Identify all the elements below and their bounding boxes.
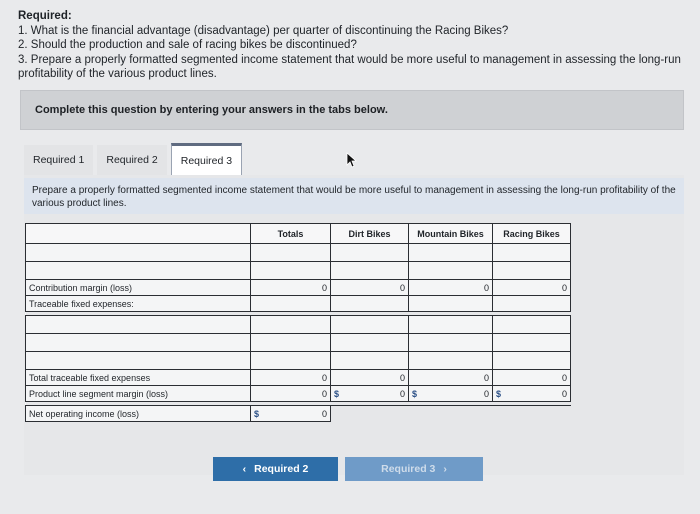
row-label-input[interactable] [26,352,251,370]
header-label [26,224,251,244]
tab-required-2[interactable]: Required 2 [97,145,166,175]
dollar-sign: $ [412,388,418,399]
table-row [26,244,571,262]
total-traceable-racing: 0 [493,370,571,386]
dollar-sign: $ [254,408,260,419]
net-operating-totals: $ 0 [251,406,331,422]
table-row [26,352,571,370]
header-mountain-bikes: Mountain Bikes [409,224,493,244]
cell-input[interactable] [493,316,571,334]
cell-input[interactable] [331,334,409,352]
cell-input[interactable] [409,352,493,370]
prev-required-button[interactable] [213,457,338,481]
cell-input[interactable] [251,334,331,352]
mouse-cursor-icon [346,152,358,168]
cell-input[interactable] [251,262,331,280]
cell-input[interactable] [251,244,331,262]
segment-margin-dirt: $ 0 [331,386,409,402]
header-dirt-bikes: Dirt Bikes [331,224,409,244]
next-button-label: Required 3 [381,463,436,475]
cell-input[interactable] [331,262,409,280]
dollar-sign: $ [496,388,502,399]
cell-input[interactable] [409,262,493,280]
header-racing-bikes: Racing Bikes [493,224,571,244]
contribution-margin-racing: 0 [493,280,571,296]
total-traceable-dirt: 0 [331,370,409,386]
table-row [26,334,571,352]
traceable-fixed-row [26,296,571,312]
cell-input[interactable] [493,352,571,370]
total-traceable-row [26,370,571,386]
question-banner [20,90,684,130]
segment-margin-totals: 0 [251,386,331,402]
required-item-1: 1. What is the financial advantage (disadvantage) per quarter of discontinuing the Racing Bikes? [18,24,509,37]
tab-required-1[interactable]: Required 1 [24,145,93,175]
table-header-row [26,224,571,244]
segment-margin-racing: $ 0 [493,386,571,402]
traceable-fixed-label: Traceable fixed expenses: [26,296,251,312]
prev-button-label: Required 2 [254,463,309,475]
segment-margin-label: Product line segment margin (loss) [26,386,251,402]
contribution-margin-row [26,280,571,296]
total-traceable-label: Total traceable fixed expenses [26,370,251,386]
dollar-sign: $ [334,388,340,399]
chevron-left-icon: ‹ [242,463,247,475]
table-row [26,262,571,280]
total-traceable-totals: 0 [251,370,331,386]
row-label-input[interactable] [26,262,251,280]
segment-margin-mountain: $ 0 [409,386,493,402]
income-statement-grid [25,223,570,422]
cell-input[interactable] [493,334,571,352]
header-totals: Totals [251,224,331,244]
tab-bar [24,145,242,175]
cell-input[interactable] [251,352,331,370]
row-label-input[interactable] [26,316,251,334]
contribution-margin-totals: 0 [251,280,331,296]
tab-required-3[interactable]: Required 3 [171,143,242,175]
cell-input[interactable] [409,244,493,262]
contribution-margin-label: Contribution margin (loss) [26,280,251,296]
instruction-text: Prepare a properly formatted segmented income statement that would be more useful to management in assessing the long-run profitability of the various product lines. [24,178,684,214]
chevron-right-icon: › [443,463,447,475]
cell-input[interactable] [251,316,331,334]
cell-input[interactable] [409,334,493,352]
total-traceable-mountain: 0 [409,370,493,386]
cell-input[interactable] [331,316,409,334]
segment-margin-row [26,386,571,402]
banner-text: Complete this question by entering your answers in the tabs below. [35,104,388,116]
cell-input[interactable] [331,352,409,370]
row-label-input[interactable] [26,244,251,262]
required-instructions [18,9,688,82]
row-label-input[interactable] [26,334,251,352]
cell-input[interactable] [493,244,571,262]
table-row [26,316,571,334]
contribution-margin-dirt: 0 [331,280,409,296]
contribution-margin-mountain: 0 [409,280,493,296]
cell-input[interactable] [409,316,493,334]
net-operating-label: Net operating income (loss) [26,406,251,422]
net-operating-row [26,406,571,422]
required-item-3: 3. Prepare a properly formatted segmented income statement that would be more useful to management in assessing the long-run profitability of the various product lines. [18,53,681,80]
cell-input[interactable] [331,244,409,262]
cell-input[interactable] [493,262,571,280]
next-required-button[interactable] [345,457,483,481]
required-title: Required: [18,10,72,22]
required-item-2: 2. Should the production and sale of racing bikes be discontinued? [18,39,357,51]
